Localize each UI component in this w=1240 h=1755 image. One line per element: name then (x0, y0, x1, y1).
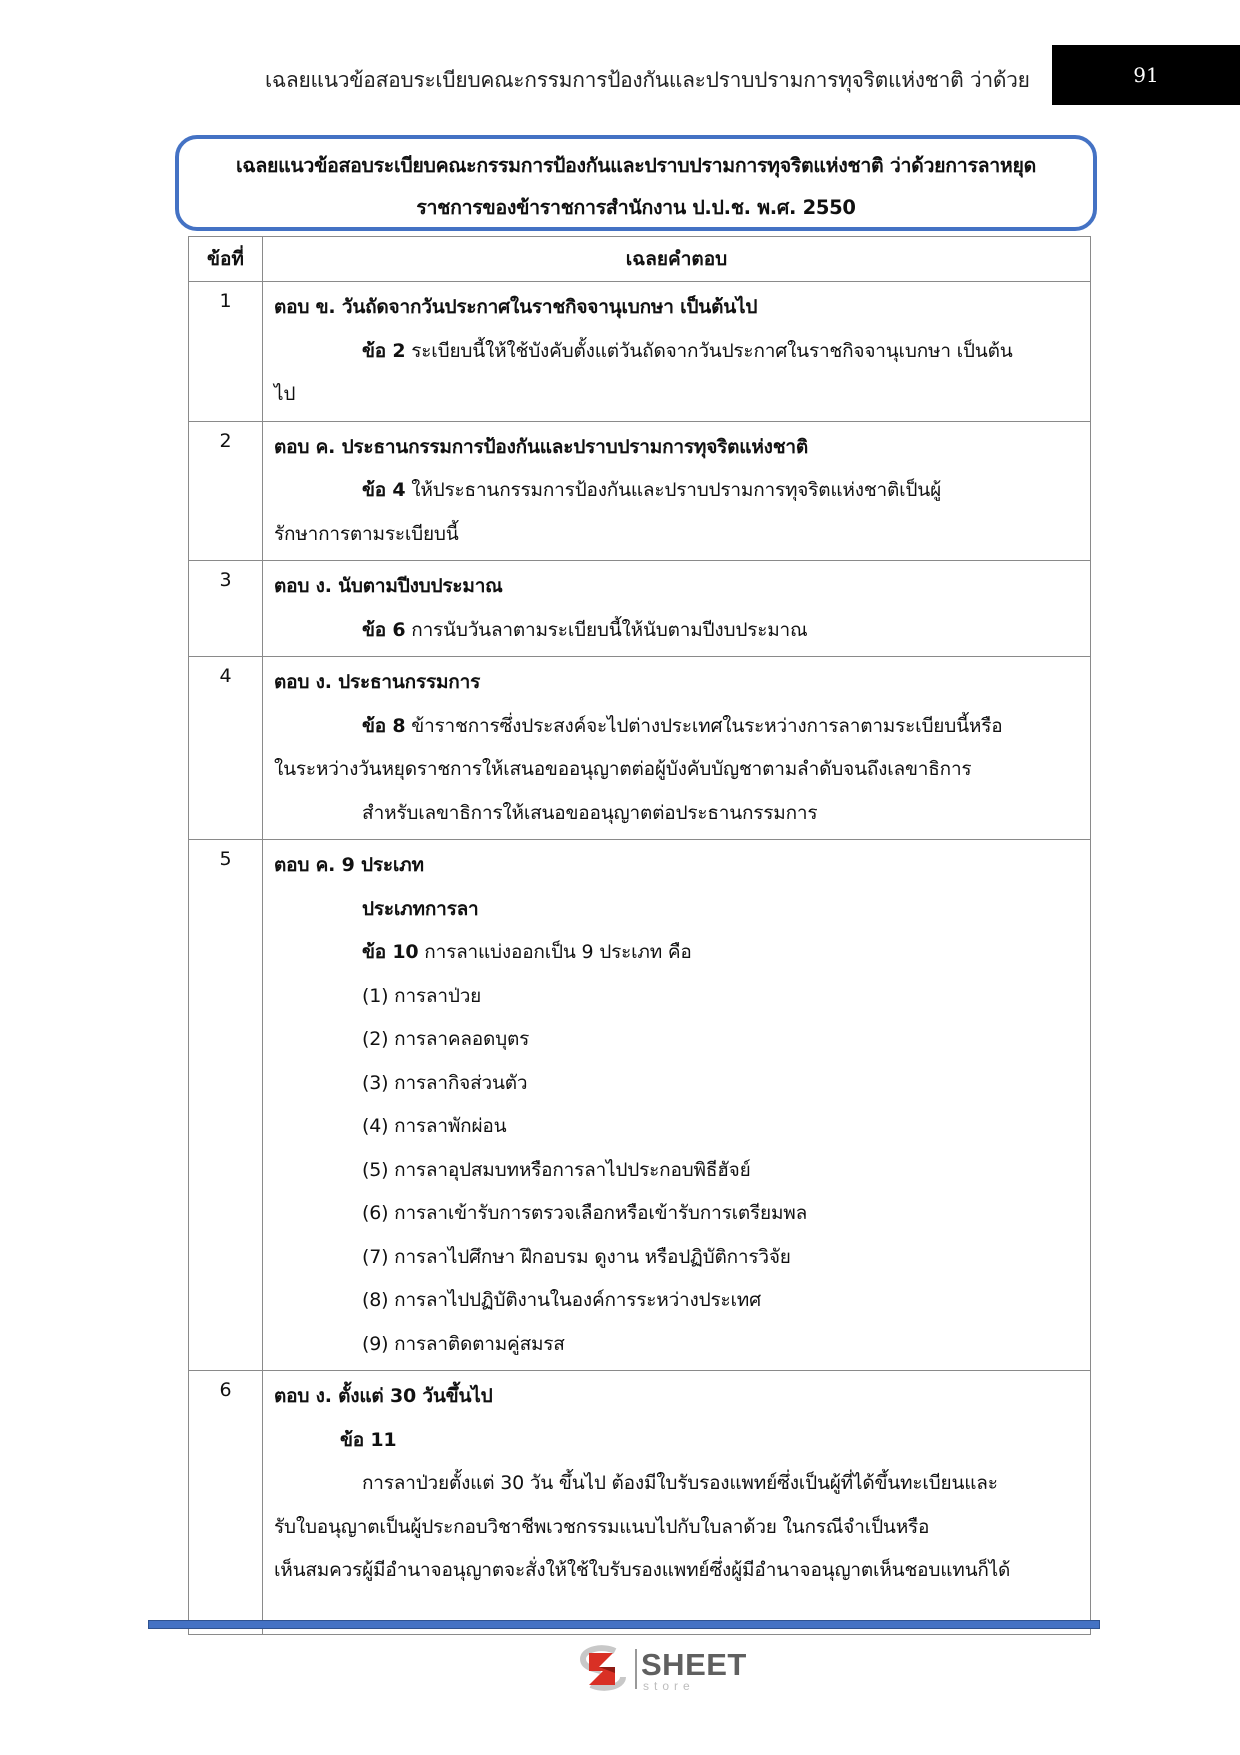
answer-cell (263, 561, 1091, 657)
document-title-line-1: เฉลยแนวข้อสอบระเบียบคณะกรรมการป้องกันและปราบปรามการทุจริตแห่งชาติ ว่าด้วยการลาหยุด (236, 154, 1036, 177)
sheet-store-logo (575, 1645, 745, 1691)
clause-label: ข้อ 8 (362, 714, 406, 737)
question-number: 5 (189, 840, 263, 1371)
leave-type-item: (1) การลาป่วย (362, 984, 482, 1007)
clause-text: การลาแบ่งออกเป็น 9 ประเภท คือ (418, 941, 692, 963)
question-number: 6 (189, 1371, 263, 1635)
leave-type-item: (9) การลาติดตามคู่สมรส (362, 1332, 565, 1355)
table-row (189, 840, 1091, 1371)
leave-type-item: (6) การลาเข้ารับการตรวจเลือกหรือเข้ารับการเตรียมพล (362, 1202, 808, 1224)
leave-type-item: (3) การลากิจส่วนตัว (362, 1071, 528, 1094)
answer-line: ตอบ ค. 9 ประเภท (274, 854, 424, 876)
answer-cell (263, 1371, 1091, 1635)
leave-type-item: (8) การลาไปปฏิบัติงานในองค์การระหว่างประเทศ (362, 1289, 761, 1311)
leave-type-item: (5) การลาอุปสมบทหรือการลาไปประกอบพิธีฮัจย์ (362, 1158, 751, 1181)
clause-paragraph-1: การลาป่วยตั้งแต่ 30 วัน ขึ้นไป ต้องมีใบรับรองแพทย์ซึ่งเป็นผู้ที่ได้ขึ้นทะเบียนและ (362, 1472, 998, 1494)
question-number: 1 (189, 282, 263, 422)
answer-line: ตอบ ง. ตั้งแต่ 30 วันขึ้นไป (274, 1385, 493, 1407)
clause-paragraph-2: รับใบอนุญาตเป็นผู้ประกอบวิชาชีพเวชกรรมแนบไปกับใบลาด้วย ในกรณีจำเป็นหรือ (274, 1515, 930, 1538)
header-question-no: ข้อที่ (189, 237, 263, 282)
clause-label: ข้อ 6 (362, 618, 406, 641)
answer-line: ตอบ ข. วันถัดจากวันประกาศในราชกิจจานุเบกษา เป็นต้นไป (274, 296, 758, 318)
clause-label: ข้อ 4 (362, 479, 406, 501)
table-row (189, 657, 1091, 840)
leave-type-item: (2) การลาคลอดบุตร (362, 1028, 530, 1050)
answer-cell (263, 840, 1091, 1371)
question-number: 4 (189, 657, 263, 840)
clause-text: ระเบียบนี้ให้ใช้บังคับตั้งแต่วันถัดจากวันประกาศในราชกิจจานุเบกษา เป็นต้น (405, 339, 1013, 362)
clause-text: ให้ประธานกรรมการป้องกันและปราบปรามการทุจริตแห่งชาติเป็นผู้ (405, 479, 942, 501)
answer-cell (263, 282, 1091, 422)
leave-type-item: (7) การลาไปศึกษา ฝึกอบรม ดูงาน หรือปฏิบัติการวิจัย (362, 1245, 791, 1268)
table-row (189, 421, 1091, 561)
answer-table (188, 236, 1091, 1635)
clause-text: การนับวันลาตามระเบียบนี้ให้นับตามปีงบประมาณ (405, 618, 808, 641)
answer-cell (263, 657, 1091, 840)
running-header-title: เฉลยแนวข้อสอบระเบียบคณะกรรมการป้องกันและปราบปรามการทุจริตแห่งชาติ ว่าด้วย (265, 68, 1030, 92)
logo-text: SHEET (641, 1647, 747, 1682)
logo-subtext: store (643, 1679, 695, 1693)
answer-line: ตอบ ค. ประธานกรรมการป้องกันและปราบปรามการทุจริตแห่งชาติ (274, 435, 809, 458)
clause-label: ข้อ 11 (340, 1428, 397, 1451)
table-row (189, 282, 1091, 422)
clause-continuation: ในระหว่างวันหยุดราชการให้เสนอขออนุญาตต่อผู้บังคับบัญชาตามลำดับจนถึงเลขาธิการ (274, 758, 972, 780)
answer-line: ตอบ ง. ประธานกรรมการ (274, 671, 481, 693)
section-heading: ประเภทการลา (362, 897, 479, 920)
clause-label: ข้อ 10 (362, 941, 419, 963)
page-number-box (1052, 45, 1240, 105)
table-row (189, 561, 1091, 657)
document-title-line-2: ราชการของข้าราชการสำนักงาน ป.ป.ช. พ.ศ. 2550 (416, 196, 856, 219)
clause-text: ข้าราชการซึ่งประสงค์จะไปต่างประเทศในระหว่างการลาตามระเบียบนี้หรือ (405, 714, 1003, 737)
logo-divider (635, 1649, 637, 1689)
table-row (189, 1371, 1091, 1635)
document-title-box (175, 135, 1097, 231)
answer-cell (263, 421, 1091, 561)
clause-continuation: ไป (274, 383, 296, 405)
header-answer: เฉลยคำตอบ (263, 237, 1091, 282)
question-number: 2 (189, 421, 263, 561)
table-header-row (189, 237, 1091, 282)
clause-continuation: รักษาการตามระเบียบนี้ (274, 522, 459, 545)
page-number: 91 (1133, 63, 1159, 87)
sheet-store-s-logo-icon (575, 1645, 631, 1691)
question-number: 3 (189, 561, 263, 657)
clause-continuation-2: สำหรับเลขาธิการให้เสนอขออนุญาตต่อประธานกรรมการ (362, 801, 818, 824)
footer-divider-bar (148, 1620, 1100, 1629)
leave-type-item: (4) การลาพักผ่อน (362, 1115, 507, 1137)
answer-line: ตอบ ง. นับตามปีงบประมาณ (274, 575, 503, 597)
clause-paragraph-3: เห็นสมควรผู้มีอำนาจอนุญาตจะสั่งให้ใช้ใบรับรองแพทย์ซึ่งผู้มีอำนาจอนุญาตเห็นชอบแทนก็ได้ (274, 1559, 1011, 1581)
clause-label: ข้อ 2 (362, 339, 406, 362)
